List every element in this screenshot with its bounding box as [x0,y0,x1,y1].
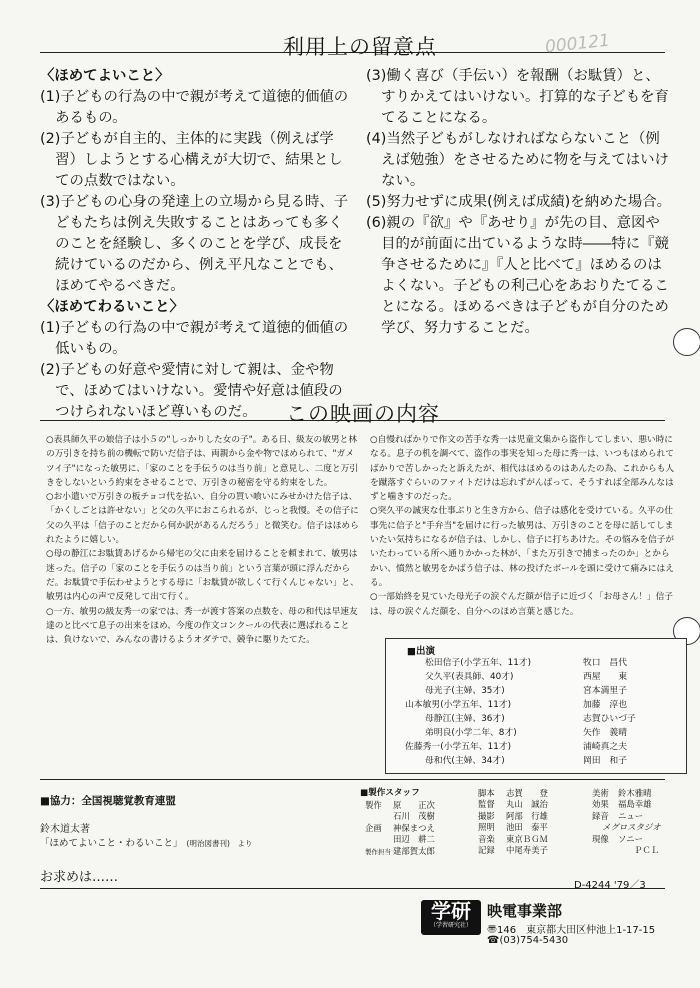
author-book [40,835,252,849]
division-name: 映電事業部 [487,902,563,920]
staff-row [478,845,578,856]
publisher: (明治図書刊) より [186,839,253,848]
staff-name: 丸山 誠治 [506,799,548,810]
good-item-2: (2)子どもが自主的、主体的に実践（例えば学習）しようとする心構えが大切で、結果としての点数ではない。 [40,131,343,189]
staff-row [478,834,578,845]
credits-rule [40,779,665,780]
synopsis-paragraph-1: ○表具師久平の娘信子は小５の"しっかりした女の子"。ある日、級友の敏男と林の万引きを持ち前の機転で防いだ信子は、両親から金や物でほめられて、"ガメツイ子"になった敏男に、「家のことを手伝うのは当り前」と意見し、二度と万引きをしないという約束をさせることで、万引きの秘密を守る約束をした。 [46,435,358,488]
address: 〠146 東京都大田区仲池上1-17-15 [487,925,656,936]
bad-item-1: (1)子どもの行為の中で親が考えて道徳的価値の低いもの。 [40,320,349,357]
synopsis-paragraph-2: ○お小遣いで万引きの板チョコ代を払い、自分の買い喰いにみせかけた信子は、「かくしごとは許せない」と父の久平におこられるが、じっと我慢。その信子に父の久平は「信子のことだから何か訳があるんだろう」と微笑む。信子はほめられたように嬉しい。 [46,492,359,546]
staff-name: ＰＣＬ [634,845,660,856]
staff-name: ニュー [618,810,644,821]
staff-row [365,823,465,834]
book-title: 「ほめてよいこと・わるいこと」 [40,838,183,849]
staff-role: 録音 [592,810,609,821]
cast-actor: 志賀ひいづ子 [583,714,636,724]
staff-name: 中尾寿美子 [506,845,548,856]
bad-item-3: (3)働く喜び（手伝い）を報酬（お駄賃）と、すりかえてはいけない。打算的な子どもを育てることになる。 [366,68,669,126]
staff-name: 池田 泰平 [506,822,548,833]
synopsis-right-column [370,433,675,619]
usage-left-column [40,66,352,423]
staff-name: メグロスタジオ [602,822,661,833]
staff-name: 鈴木雅晴 [618,788,652,798]
staff-row [592,799,682,810]
staff-row [365,846,465,858]
cast-actor: 宮本満里子 [583,686,627,696]
staff-role: 照明 [478,822,495,833]
phone: ☎(03)754-5430 [487,935,569,946]
staff-column-3 [592,788,682,856]
staff-row [365,800,465,811]
good-item-3: (3)子どもの心身の発達上の立場から見る時、子どもたちは例え失敗することはあっても多くのことを経験し、多くのことを学び、成長を続けているのだから、例え平凡なことでも、ほめてやるべきだ。 [40,194,349,294]
cast-actor: 矢作 義晴 [583,728,627,738]
cast-role: 佐藤秀一(小学五年、11才) [405,742,512,752]
cast-actor: 西屋 東 [583,672,627,682]
bad-item-6: (6)親の『欲』や『あせり』が先の目、意図や目的が前面に出ているような時――特に『競争させるために』『人と比べて』ほめるのはよくない。子どもの利己心をあおりたてることになる。ほめるべきは子どもが自分のため学び、努力することだ。 [366,215,669,336]
staff-name: 阿部 行雄 [506,810,548,821]
synopsis-left-column [46,433,361,647]
staff-name: 神保まつえ [393,822,435,833]
author-name: 鈴木道太著 [40,824,90,835]
staff-row [592,834,682,845]
cast-role: 山本敏男(小学五年、11才) [405,700,512,710]
staff-row [478,788,578,799]
staff-row [365,834,465,845]
staff-row [592,811,682,822]
cast-actor: 岡田 和子 [583,756,627,766]
footer-rule [40,888,665,889]
good-item-1: (1)子どもの行為の中で親が考えて道徳的価値のあるもの。 [40,89,349,126]
staff-role: 監督 [478,799,495,810]
staff-role: 効果 [592,799,609,810]
staff-role: 製作担当 [365,847,391,856]
staff-name: ソニー [618,833,643,844]
staff-role: 撮影 [478,810,495,821]
request-text: お求めは…… [40,870,119,885]
staff-row [365,811,465,822]
staff-column-1 [365,800,465,858]
cast-actor: 浦崎真之夫 [583,742,627,752]
synopsis-title: この映画の内容 [286,402,440,426]
staff-column-2 [478,788,578,856]
staff-name: 石川 茂樹 [393,811,435,822]
staff-name: 建部賀太郎 [393,845,435,856]
synopsis-paragraph-5: ○自慢ればかりで作文の苦手な秀一は児童文集から盗作してしまい、悪い時になる。息子の机を調べて、盗作の事実を知った母に秀一は、いつもほめられてばかりで苦しかったと訴えたが、相代はほめるのはあんたの為、これからも人を蹴落すぐらいのファイトだけは忘れずがんばって、そうすれば全部みんなはずと噛きすのだった。 [370,435,675,503]
bad-item-5: (5)努力せずに成果(例えば成績)を納めた場合。 [366,194,672,210]
usage-title: 利用上の留意点 [283,35,437,59]
staff-name: 田辺 耕二 [393,834,435,845]
gakken-logo [421,900,481,935]
logo-sub: （学習研究社） [429,922,472,929]
bad-item-4: (4)当然子どもがしなければならないこと（例えば勉強）をさせるために物を与えてはいけない。 [366,131,669,189]
staff-role: 音楽 [478,833,495,844]
synopsis-paragraph-7: ○一部始終を見ていた母光子の涙ぐんだ顔が信子に近づく「お母さん！」信子は、母の涙ぐんだ顔を、自分へのほめ言葉と感じた。 [370,592,673,617]
cast-role: 母光子(主婦、35才) [425,686,505,696]
staff-role: 企画 [365,822,382,833]
staff-role: 記録 [478,845,495,856]
staff-role: 現像 [592,833,609,844]
good-heading: 〈ほめてよいこと〉 [40,68,170,84]
cooperation: ■協力：全国視聴覚教育連盟 [40,795,176,807]
staff-name: 原 正次 [393,800,435,810]
staff-row [592,822,682,833]
cast-role: 母和代(主婦、34才) [425,756,505,766]
staff-name: 志賀 登 [506,788,548,798]
logo-main: 学研 [431,899,471,923]
staff-row [478,799,578,810]
bad-item-2: (2)子どもの好意や愛情に対して親は、金や物で、ほめてはいけない。愛情や好意は値段のつけられないほど尊いものだ。 [40,362,343,420]
cast-actor: 加藤 淳也 [583,700,627,710]
staff-row [478,822,578,833]
staff-role: 脚本 [478,788,495,798]
staff-row [592,845,682,856]
cast-role: 松田信子(小学五年、11才) [425,658,532,668]
synopsis-paragraph-4: ○一方、敏男の級友秀一の家では、秀一が渡す答案の点数を、母の和代は早速友達のと比べて息子の出来をほめ、今度の作文コンクールの代表に選ばれることは、負けないで、みんなの書けるようオダテで、競争に駆りたてた。 [46,606,358,646]
cast-role: 弟明良(小学二年、8才) [425,728,517,738]
binder-hole-top [673,328,700,356]
staff-name: 東京ＢＧＭ [506,833,548,844]
usage-right-column [366,66,674,339]
staff-name: 福島幸雄 [618,799,652,810]
cast-role: 父久平(表具師、40才) [425,672,514,682]
handwritten-note: 000121 [544,30,611,58]
staff-role: 美術 [592,788,609,798]
staff-role: 製作 [365,800,382,810]
staff-row [592,788,682,799]
bad-heading: 〈ほめてわるいこと〉 [40,299,184,315]
cast-heading: ■出演 [407,646,435,657]
staff-heading: ■製作スタッフ [360,788,420,798]
synopsis-paragraph-6: ○突久平の誠実な仕事ぶりと生き方から、信子は感化を受けている。久平の仕事先に信子と"手弁当"を届けに行った敏男は、万引きのことを母に話してしまいたい気持ちになるが信子は、しかし、信子に打ちあけた。その悩みを信子がいたわっている所へ通りかかった林が、「また万引きで捕まったのか」とからかい、憤然と敏男をかばう信子は、林の投げたボールを頭に受けて痛みにはえる。 [370,506,675,588]
staff-row [478,811,578,822]
cast-actor: 牧口 昌代 [583,658,627,668]
catalog-number: D-4244 '79／3 [574,880,646,891]
synopsis-paragraph-3: ○母の静江にお駄賃あげるから帰宅の父に由来を届けることを頼まれて、敏男は迷った。信子の「家のことを手伝うのは当り前」という言葉が頭に浮んだからだ。お駄賃で手伝わせようとする母に「お駄賃が欲しくて行くんじゃない」と、敏男は内心の声で反発して出て行く。 [46,549,359,603]
cast-role: 母静江(主婦、36才) [425,714,505,724]
